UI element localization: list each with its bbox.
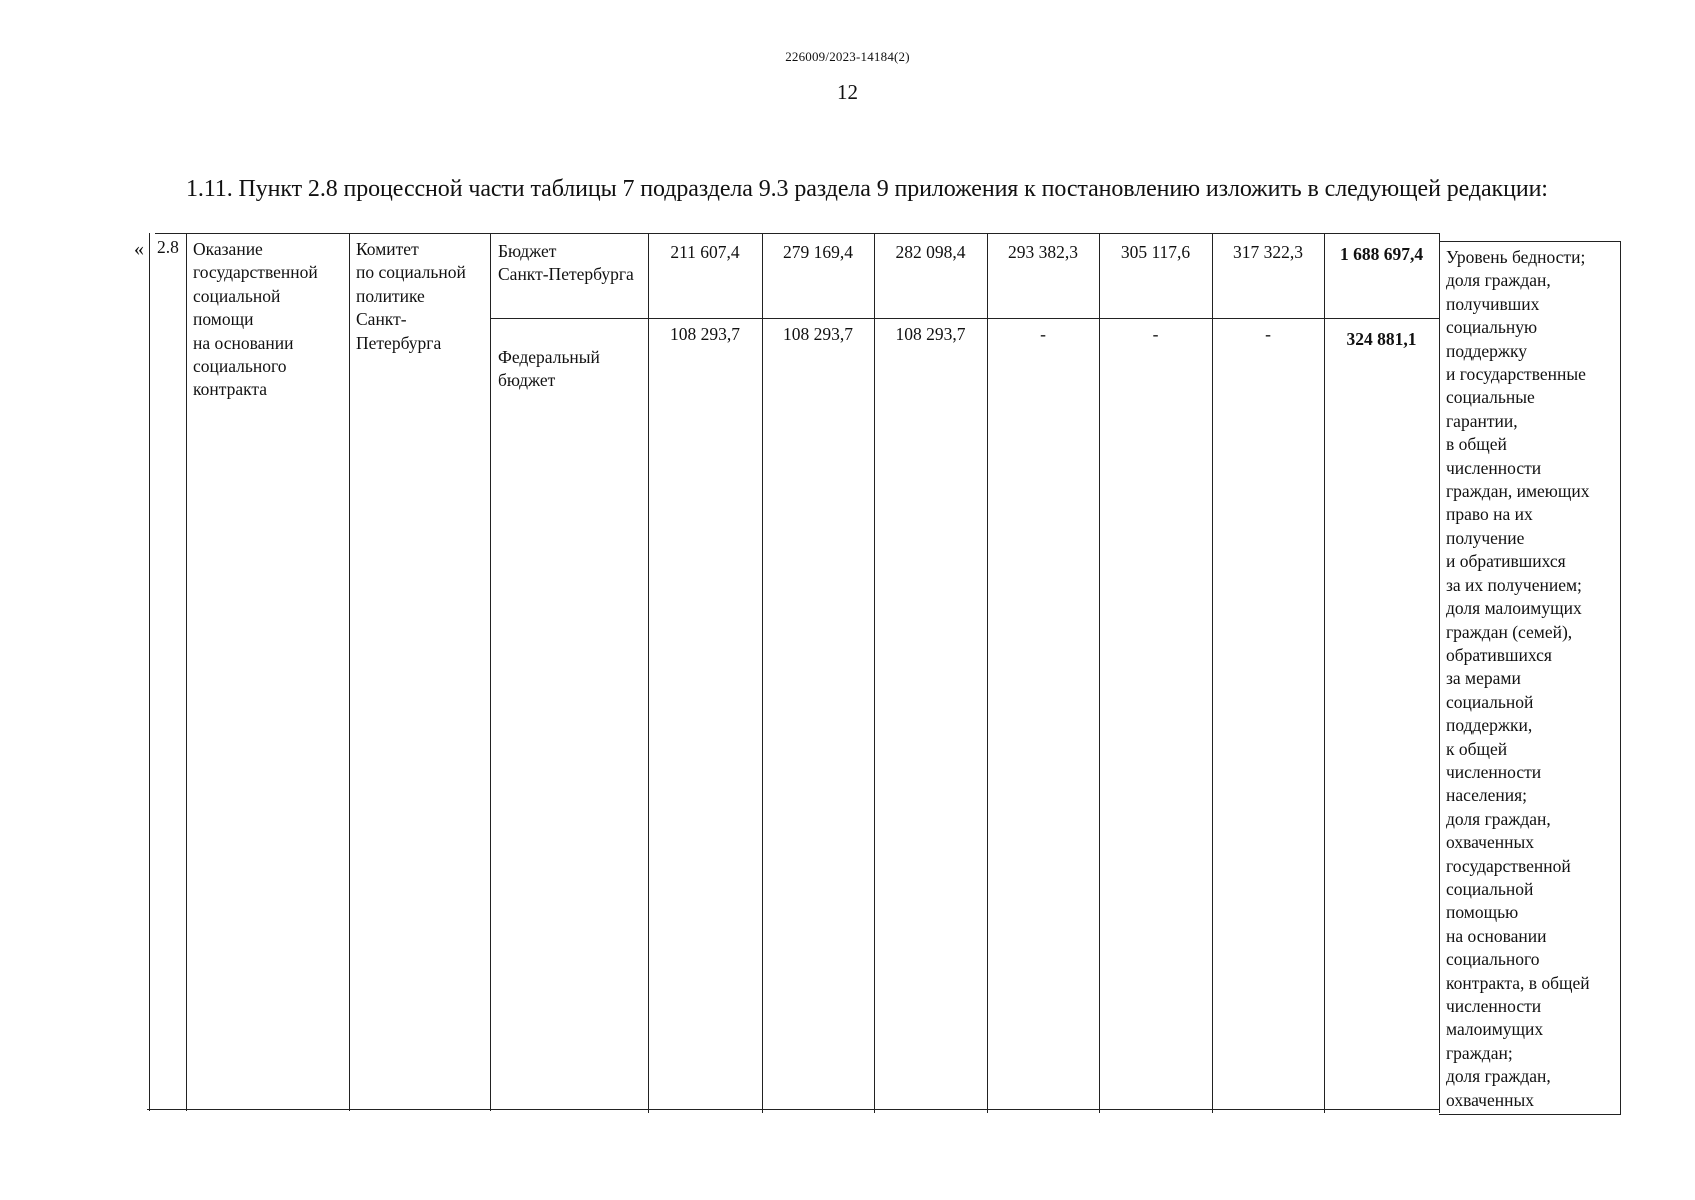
indicator-line: социальную: [1446, 317, 1538, 338]
total-cell: 1 688 697,4: [1339, 244, 1424, 264]
indicator-line: населения;: [1446, 785, 1528, 806]
source-name-line: Федеральный: [498, 347, 600, 367]
activity-line: социального: [193, 356, 287, 377]
value-cell: -: [1040, 324, 1046, 344]
value-cell: 108 293,7: [670, 324, 740, 344]
indicator-line: поддержки,: [1446, 715, 1533, 736]
indicator-line: за мерами: [1446, 668, 1521, 689]
value-cell: 305 117,6: [1120, 242, 1191, 262]
indicator-line: социальные: [1446, 387, 1535, 408]
indicator-line: получение: [1446, 527, 1525, 548]
indicator-line: доля граждан,: [1446, 808, 1551, 829]
row-number: 2.8: [157, 237, 179, 257]
page-number: 12: [837, 80, 858, 104]
indicator-line: поддержку: [1446, 340, 1528, 361]
indicator-line: гарантии,: [1446, 410, 1518, 431]
table-border-bottom: [147, 1109, 1439, 1110]
indicator-line: малоимущих: [1446, 1019, 1544, 1040]
table-col-divider: [349, 233, 350, 1111]
indicator-line: граждан, имеющих: [1446, 481, 1590, 502]
total-cell: 324 881,1: [1346, 329, 1417, 349]
indicator-line: за их получением;: [1446, 574, 1582, 595]
indicator-line: и обратившихся: [1446, 551, 1566, 572]
indicator-line: охваченных: [1446, 832, 1534, 853]
document-id: 226009/2023-14184(2): [785, 49, 910, 64]
table-col-divider: [1212, 233, 1213, 1113]
value-cell: -: [1265, 324, 1271, 344]
activity-line: помощи: [193, 309, 254, 330]
activity-cell: [193, 238, 318, 402]
table-col-divider: [762, 233, 763, 1113]
table-border-top: [1439, 241, 1621, 242]
indicator-line: получивших: [1446, 293, 1540, 314]
table-col-divider: [490, 233, 491, 1111]
instruction-text: 1.11. Пункт 2.8 процессной части таблицы 7 подраздела 9.3 раздела 9 приложения к постановлению изложить в следующей редакции:: [186, 176, 1548, 202]
executor-line: Санкт-: [356, 309, 407, 330]
indicator-line: социальной: [1446, 691, 1534, 712]
value-cell: 279 169,4: [783, 242, 853, 262]
table-col-divider: [1099, 233, 1100, 1113]
value-cell: 293 382,3: [1008, 242, 1078, 262]
table-col-divider: [1439, 233, 1440, 1113]
source-name-regional: [498, 240, 648, 287]
indicator-line: численности: [1446, 761, 1542, 782]
indicator-line: граждан (семей),: [1446, 621, 1573, 642]
table-col-divider: [186, 233, 187, 1111]
table-border-top: [155, 233, 1440, 234]
indicator-line: обратившихся: [1446, 644, 1552, 665]
indicators-cell: [1446, 246, 1590, 1112]
activity-line: Оказание: [193, 239, 263, 259]
source-name-federal: [498, 346, 600, 393]
indicator-line: к общей: [1446, 738, 1508, 759]
activity-line: на основании: [193, 332, 294, 353]
table-col-divider: [648, 233, 649, 1113]
executor-line: политике: [356, 285, 425, 306]
indicator-line: доля граждан,: [1446, 1066, 1551, 1087]
indicator-line: численности: [1446, 996, 1542, 1016]
indicator-line: в общей: [1446, 434, 1507, 455]
indicator-line: социальной: [1446, 878, 1534, 899]
indicator-line: доля малоимущих: [1446, 598, 1582, 619]
source-name-line: бюджет: [498, 370, 556, 391]
indicator-line: право на их: [1446, 504, 1533, 525]
executor-line: Комитет: [356, 239, 419, 259]
value-cell: 108 293,7: [783, 324, 853, 344]
source-name-line: Бюджет: [498, 241, 557, 261]
activity-line: государственной: [193, 262, 318, 283]
row-divider: [490, 318, 1439, 319]
value-cell: -: [1152, 324, 1159, 344]
table-border-right: [1620, 241, 1621, 1115]
indicator-line: доля граждан,: [1446, 270, 1551, 291]
table-col-divider: [1324, 233, 1325, 1113]
executor-line: по социальной: [356, 262, 466, 283]
value-cell: 317 322,3: [1233, 242, 1303, 262]
table-col-divider: [987, 233, 988, 1113]
indicator-line: граждан;: [1446, 1042, 1513, 1063]
opening-quote-mark: «: [134, 238, 144, 260]
value-cell: 108 293,7: [895, 324, 966, 344]
indicator-line: контракта, в общей: [1446, 972, 1590, 993]
indicator-line: помощью: [1446, 902, 1519, 923]
executor-line: Петербурга: [356, 332, 442, 353]
table-border-bottom: [1439, 1114, 1621, 1115]
activity-line: социальной: [193, 285, 281, 306]
value-cell: 282 098,4: [895, 242, 966, 262]
table-border-left: [149, 233, 150, 1111]
executor-cell: [356, 238, 466, 355]
indicator-line: и государственные: [1446, 364, 1586, 385]
indicator-line: государственной: [1446, 855, 1571, 876]
activity-line: контракта: [193, 379, 268, 400]
value-cell: 211 607,4: [670, 242, 740, 262]
indicator-line: численности: [1446, 457, 1542, 478]
source-name-line: Санкт-Петербурга: [498, 264, 634, 285]
table-col-divider: [874, 233, 875, 1113]
indicator-line: на основании: [1446, 925, 1547, 946]
indicator-line: Уровень бедности;: [1446, 247, 1586, 267]
indicator-line: охваченных: [1446, 1089, 1534, 1110]
indicator-line: социального: [1446, 949, 1540, 970]
